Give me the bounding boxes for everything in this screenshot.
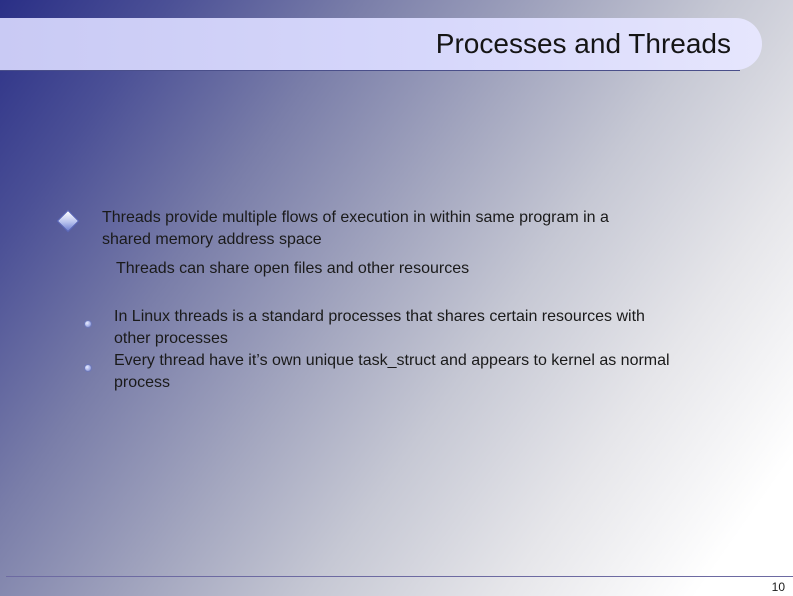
sub-bullet-text: In Linux threads is a standard processes that shares certain resources with other processes [114,308,645,347]
round-bullet-icon [84,320,92,328]
secondary-text: Threads can share open files and other resources [116,260,470,277]
footer-rule [6,576,793,577]
slide-title: Processes and Threads [435,28,731,59]
title-underline [0,70,740,71]
page-number: 10 [771,580,785,594]
sub-bullet-text: Every thread have it’s own unique task_struct and appears to kernel as normal process [114,352,670,391]
diamond-bullet-icon [57,210,80,233]
round-bullet-icon [84,364,92,372]
main-bullet-text: Threads provide multiple flows of execution in within same program in a shared memory address space [102,209,609,248]
